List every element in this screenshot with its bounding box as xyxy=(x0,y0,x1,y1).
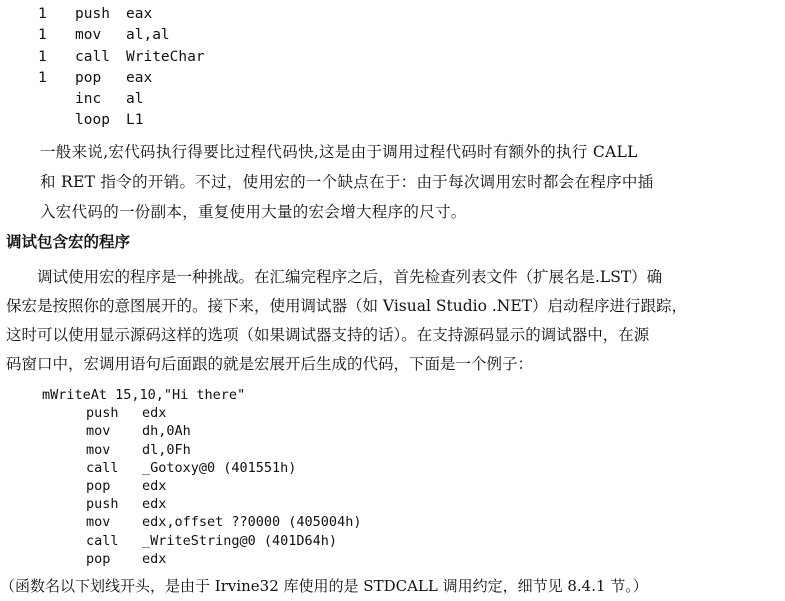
code-line: call _WriteString@0 (401D64h) xyxy=(86,532,338,549)
paragraph-line: 保宏是按照你的意图展开的。接下来，使用调试器（如 Visual Studio .NET）启动程序进行跟踪， xyxy=(6,297,687,315)
paragraph-line: 和 RET 指令的开销。不过，使用宏的一个缺点在于：由于每次调用宏时都会在程序中插 xyxy=(40,173,654,191)
code-line: call _Gotoxy@0 (401551h) xyxy=(86,459,297,476)
footnote: （函数名以下划线开头，是由于 Irvine32 库使用的是 STDCALL 调用约定，细节见 8.4.1 节。） xyxy=(0,577,648,595)
paragraph-debugging xyxy=(6,263,778,379)
code-line: 1 push eax xyxy=(38,6,153,22)
macro-call-line: mWriteAt 15,10,"Hi there" xyxy=(42,387,246,403)
code-line: mov dl,0Fh xyxy=(86,441,191,458)
paragraph-line: 码窗口中，宏调用语句后面跟的就是宏展开后生成的代码，下面是一个例子： xyxy=(6,355,534,373)
code-line: loop L1 xyxy=(75,112,144,129)
code-line: 1 pop eax xyxy=(38,69,153,86)
code-line: pop edx xyxy=(86,550,167,567)
code-line: pop edx xyxy=(86,477,167,494)
paragraph-line: 入宏代码的一份副本，重复使用大量的宏会增大程序的尺寸。 xyxy=(40,203,467,221)
code-line: push edx xyxy=(86,496,167,513)
macro-expansion-code xyxy=(42,386,361,568)
code-line: mov dh,0Ah xyxy=(86,423,191,440)
code-line: 1 mov al,al xyxy=(38,27,170,44)
code-line: mov edx,offset ??0000 (405004h) xyxy=(86,514,362,531)
paragraph-line: 一般来说,宏代码执行得要比过程代码快,这是由于调用过程代码时有额外的执行 CALL xyxy=(40,143,638,161)
paragraph-macro-vs-procedure xyxy=(40,137,770,227)
paragraph-line: 调试使用宏的程序是一种挑战。在汇编完程序之后，首先检查列表文件（扩展名是.LST）确 xyxy=(37,268,663,286)
code-line: push edx xyxy=(86,405,167,422)
section-heading: 调试包含宏的程序 xyxy=(6,233,131,251)
code-line: 1 call WriteChar xyxy=(38,48,205,65)
code-line: inc al xyxy=(75,91,144,108)
paragraph-line: 这时可以使用显示源码这样的选项（如果调试器支持的话）。在支持源码显示的调试器中，在源 xyxy=(6,326,650,344)
macro-listing-code xyxy=(38,4,205,132)
